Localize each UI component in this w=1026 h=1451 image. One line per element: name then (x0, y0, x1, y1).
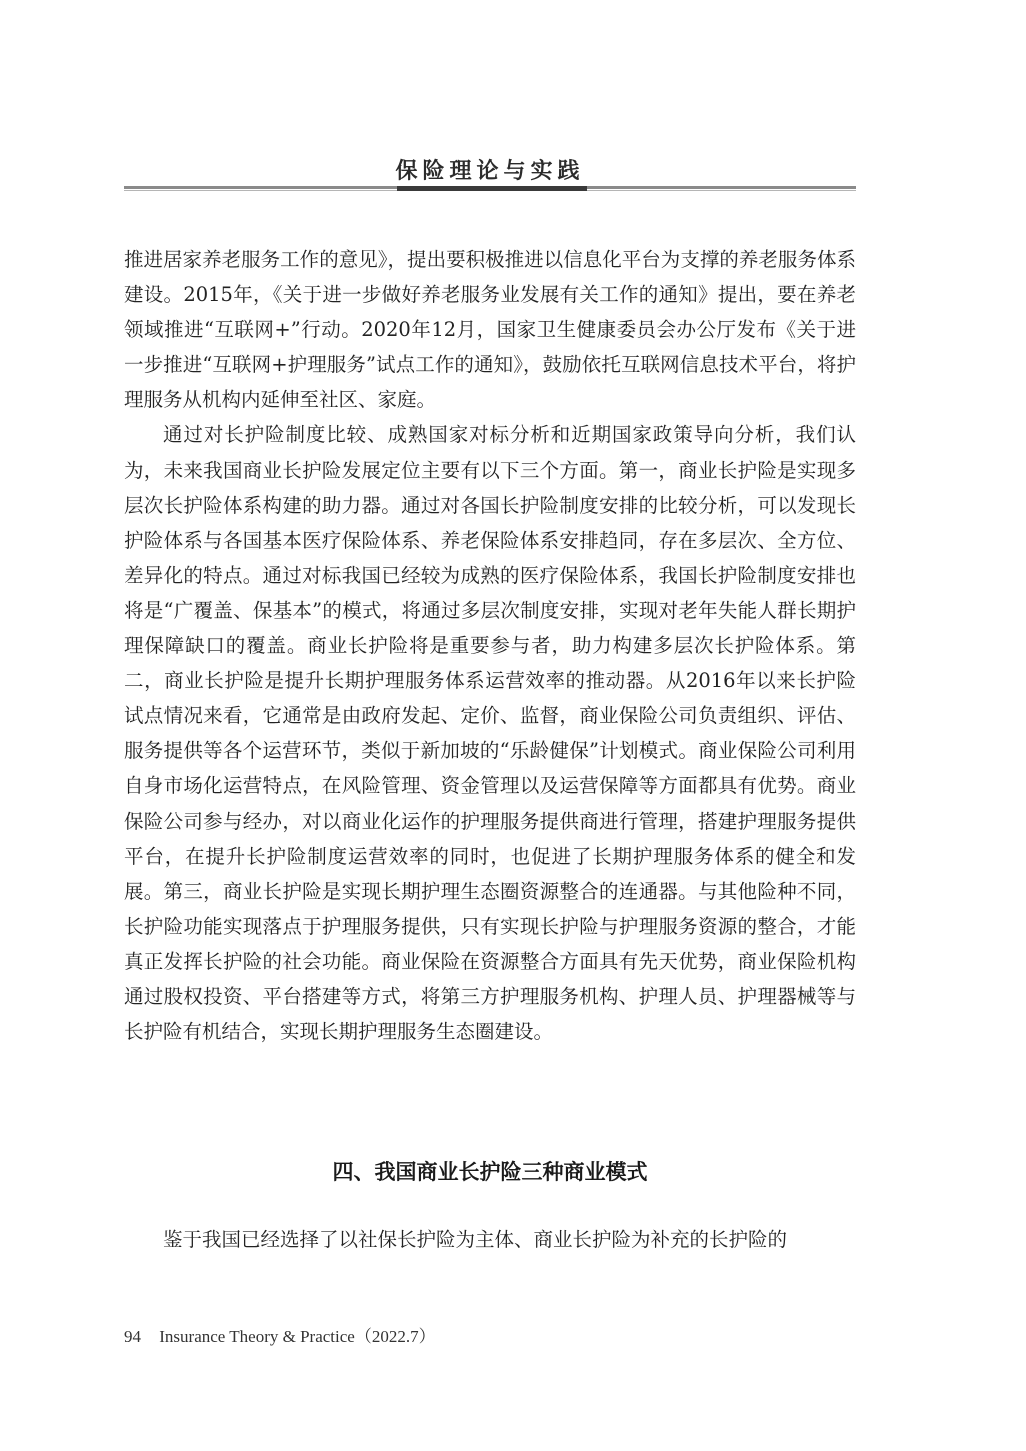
journal-title: 保险理论与实践 (395, 158, 585, 184)
paragraph-3: 鉴于我国已经选择了以社保长护险为主体、商业长护险为补充的长护险的 (163, 1228, 788, 1251)
paragraph-1: 推进居家养老服务工作的意见》，提出要积极推进以信息化平台为支撑的养老服务体系建设。2015年，《关于进一步做好养老服务业发展有关工作的通知》提出，要在养老领域推进“互联网+”行动。2020年12月，国家卫生健康委员会办公厅发布《关于进一步推进“互联网+护理服务”试点工作的通知》，鼓励依托互联网信息技术平台，将护理服务从机构内延伸至社区、家庭。 (124, 248, 856, 412)
body-text (124, 242, 856, 1049)
body-text-continued (124, 1222, 856, 1257)
header-rule-accent (397, 186, 587, 191)
page-footer (124, 1325, 856, 1349)
paragraph-2: 通过对长护险制度比较、成熟国家对标分析和近期国家政策导向分析，我们认为，未来我国商业长护险发展定位主要有以下三个方面。第一，商业长护险是实现多层次长护险体系构建的助力器。通过对各国长护险制度安排的比较分析，可以发现长护险体系与各国基本医疗保险体系、养老保险体系安排趋同，存在多层次、全方位、差异化的特点。通过对标我国已经较为成熟的医疗保险体系，我国长护险制度安排也将是“广覆盖、保基本”的模式，将通过多层次制度安排，实现对老年失能人群长期护理保障缺口的覆盖。商业长护险将是重要参与者，助力构建多层次长护险体系。第二，商业长护险是提升长期护理服务体系运营效率的推动器。从2016年以来长护险试点情况来看，它通常是由政府发起、定价、监督，商业保险公司负责组织、评估、服务提供等各个运营环节，类似于新加坡的“乐龄健保”计划模式。商业保险公司利用自身市场化运营特点，在风险管理、资金管理以及运营保障等方面都具有优势。商业保险公司参与经办，对以商业化运作的护理服务提供商进行管理，搭建护理服务提供平台，在提升长护险制度运营效率的同时，也促进了长期护理服务体系的健全和发展。第三，商业长护险是实现长期护理生态圈资源整合的连通器。与其他险种不同，长护险功能实现落点于护理服务提供，只有实现长护险与护理服务资源的整合，才能真正发挥长护险的社会功能。商业保险在资源整合方面具有先天优势，商业保险机构通过股权投资、平台搭建等方式，将第三方护理服务机构、护理人员、护理器械等与长护险有机结合，实现长期护理服务生态圈建设。 (124, 423, 856, 1044)
page-number: 94 (124, 1327, 141, 1346)
section-heading: 四、我国商业长护险三种商业模式 (332, 1160, 648, 1184)
journal-english-title: Insurance Theory & Practice（2022.7） (159, 1327, 436, 1346)
